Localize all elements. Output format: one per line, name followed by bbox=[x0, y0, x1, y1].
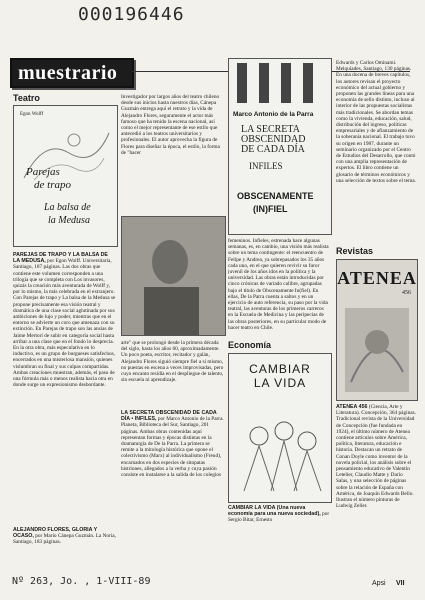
cover-subtitle-1: La balsa de bbox=[44, 202, 91, 213]
atenea-magazine-cover bbox=[336, 259, 418, 401]
review-title: LA SECRETA OBSCENIDAD DE CADA DÍA • INFILES, bbox=[121, 410, 217, 423]
section-banner bbox=[10, 58, 134, 88]
economia-review bbox=[228, 505, 330, 545]
cover-title-2: de trapo bbox=[34, 179, 71, 191]
review-body: (Ciencia, Arte y Literatura). Concepción, 364 páginas. Tradicional revista de la Universidad de Concepción (fue fundada en 1924), el último número de Atenea contiene artículos sobre América, política, literatura, educación e historia. Destacan un retrato de Conan Doyle como inventor de la novela policial, los análisis sobre el pensamiento educativo de Valentín Letelier, Claudio Matte y Darío Salas, y una selección de páginas sobre la relación de España con América, de Joaquín Edwards Bello. Ilustran el número pinturas de Ludwig Zeller. bbox=[336, 404, 416, 510]
section-heading-revistas: Revistas bbox=[336, 246, 374, 256]
teatro-review-flores-intro bbox=[13, 527, 116, 567]
delaparra-book-cover bbox=[228, 58, 332, 235]
cover-title-3: DE CADA DÍA bbox=[241, 144, 305, 155]
magazine-name: Apsi bbox=[372, 580, 386, 587]
teatro-book-cover bbox=[13, 105, 118, 247]
alejandro-flores-photo bbox=[121, 216, 226, 336]
archive-code: 000196446 bbox=[78, 4, 185, 25]
portrait-placeholder bbox=[122, 217, 225, 335]
cover-artwork bbox=[337, 302, 417, 397]
review-title: ALEJANDRO FLORES, GLORIA Y OCASO, bbox=[13, 527, 98, 540]
cambiar-la-vida-cover bbox=[228, 353, 332, 503]
review-body: por Marco Antonio de la Parra. Planeta, Biblioteca del Sur, Santiago, 201 páginas. Ambas obras contenidas aquí representan formas y épocas distintas en la dramaturgia de De la Parra. La primera se remite a la mitología histórica que opone el colectivismo (Marx) al individualismo (Freud), encarnados en dos especies de sitopatas histriones, allegados a la verba y cuya pasión consiste en instalarse a la salida de los colegios bbox=[121, 416, 224, 479]
flores-review-continued: arte" que se prolongó desde la primera década del siglo, hasta los años 60, aproximadamente. Un poco poeta, escritor, recitador y galán, Alejandro Flores siguió siempre fiel a sí mismo, no puestas en escena a veces improvisadas, pero cuyo encanto residía en el despliegue de talento, sin escuela ni aprendizaje. bbox=[121, 340, 224, 384]
economia-review-continued: Edwards y Carlos Ominami. Melquíades, Santiago, 130 páginas. En una docena de breves capítulos, los autores revisan el proyecto económico del actual gobierno y proponen las grandes líneas para una economía de sello distinto, incluso al interior de las propuestas socialistas más tradicionales. Se abordan temas como la vivienda, educación, salud, distribución del ingreso, políticas empresariales y de afianzamiento de la soberanía nacional. El trabajo tuvo su origen en 1987, durante un seminario organizado por el Centro de Estudios del Desarrollo, que contó con una amplia representación de expertos. El libro contiene un glosario de términos económicos y una selección de textos sobre el tema. bbox=[336, 60, 416, 184]
cover-columns-illustration bbox=[229, 59, 331, 109]
delaparra-review-continued: femeninos. Infieles, estrenada hace algunas semanas, es, en cambio, una visión más realista sobre un tema contingente: el reencuentro de Felipe y Andrea, ya sobrepasados los 35 años cada uno, en el que quieren revivir su furor juvenil de los años idos en la política y la universidad. Las obras están introducidas por cinco crónicas de variado calibre, agrupadas bajo el título de Obscenamente In(fiel). En ellas, De la Parra cuenta a saltos y en un ejercicio de auto referencia, su paso por la vida teatral, las aventuras de los primeros carreros en la Escuela de Medicina y las peripecias de las obras posteriores, en su particular modo de hacer teatro en Chile. bbox=[228, 238, 329, 331]
handwritten-issue-note: Nº 263, Jo. , 1-VIII-89 bbox=[12, 576, 151, 587]
cover-caption-1: OBSCENAMENTE bbox=[237, 191, 314, 201]
cover-title-1: CAMBIAR bbox=[249, 362, 311, 376]
cover-caption-2: (IN)FIEL bbox=[253, 204, 288, 214]
cover-figures-illustration bbox=[229, 396, 331, 496]
review-title: ATENEA 456 bbox=[336, 404, 368, 410]
cover-subtitle-2: la Medusa bbox=[48, 215, 90, 226]
review-body: por Mario Cánepa Guzmán. La Noria, Santiago, 183 páginas. bbox=[13, 533, 116, 546]
teatro-review-parejas bbox=[13, 252, 116, 522]
banner-title: muestrario bbox=[18, 62, 118, 84]
review-body: por Egon Wolff. Universitaria, Santiago, 187 páginas. Las dos obras que contiene este volumen corresponden a una trilogía que se completa con Los invasores, quizás la creación más aventurada de Wolff y, por lo mismo, la más celebrada en el extranjero. Con Parejas de trapo y La balsa de la Medusa se propone precisamente esa visión teatral y dramática de una clase social aglutinada por sus ambiciones de lujo y poder, mientras que en el entorno se advierte un coro que amenaza con su extinción. En Parejas de trapo son las ansias de Jaime Mertorí de subir en categoría social hasta arribar a una clase que en el fondo lo desprecia. En la otra obra, más especulativa en lo inductivo, es un grupo de burgueses satisfechos, encerrados en una misteriosa mansión, quienes vislumbran su final y sus culpas compartidas. Ambas creaciones muestran, además, el paso de una fórmula más o menos realista hacia otra en donde surge un expresionismo desbordante. bbox=[13, 258, 116, 389]
magazine-title: ATENEA bbox=[337, 268, 417, 288]
cover-author: Egon Wolff bbox=[20, 112, 44, 117]
section-heading-teatro: Teatro bbox=[13, 93, 40, 103]
review-title: CAMBIAR LA VIDA (Una nueva economía para una nueva sociedad), bbox=[228, 505, 321, 518]
flores-review-text: Investigador por largos años del teatro chileno desde sus inicios hasta nuestros días, Cánepa Guzmán entrega aquí el retrato y la vida de Alejandro Flores, seguramente el actor más famoso que ha tenido la escena nacional, así como el mejor representante de ese estilo que antecedió a los teatros universitarios y profesionales. El autor aprovecha la figura de Flores para diseñar la época, el estilo, la forma de "hacer bbox=[121, 94, 220, 156]
cover-title-2: LA VIDA bbox=[253, 376, 307, 390]
review-body: por Sergio Bitar, Ernesto bbox=[228, 511, 330, 524]
cover-title-2: OBSCENIDAD bbox=[241, 134, 306, 145]
cover-title-1: Parejas bbox=[26, 166, 60, 178]
cover-author: Marco Antonio de la Parra bbox=[233, 111, 314, 118]
revista-review bbox=[336, 404, 416, 564]
cover-title-4: INFILES bbox=[249, 161, 283, 171]
page-number: VII bbox=[396, 580, 405, 587]
cover-title-1: LA SECRETA bbox=[241, 124, 300, 135]
delaparra-review bbox=[121, 410, 224, 570]
review-title: PAREJAS DE TRAPO Y LA BALSA DE LA MEDUSA, bbox=[13, 252, 108, 265]
section-heading-economia: Economía bbox=[228, 340, 272, 350]
magazine-issue: 456 bbox=[402, 290, 411, 296]
